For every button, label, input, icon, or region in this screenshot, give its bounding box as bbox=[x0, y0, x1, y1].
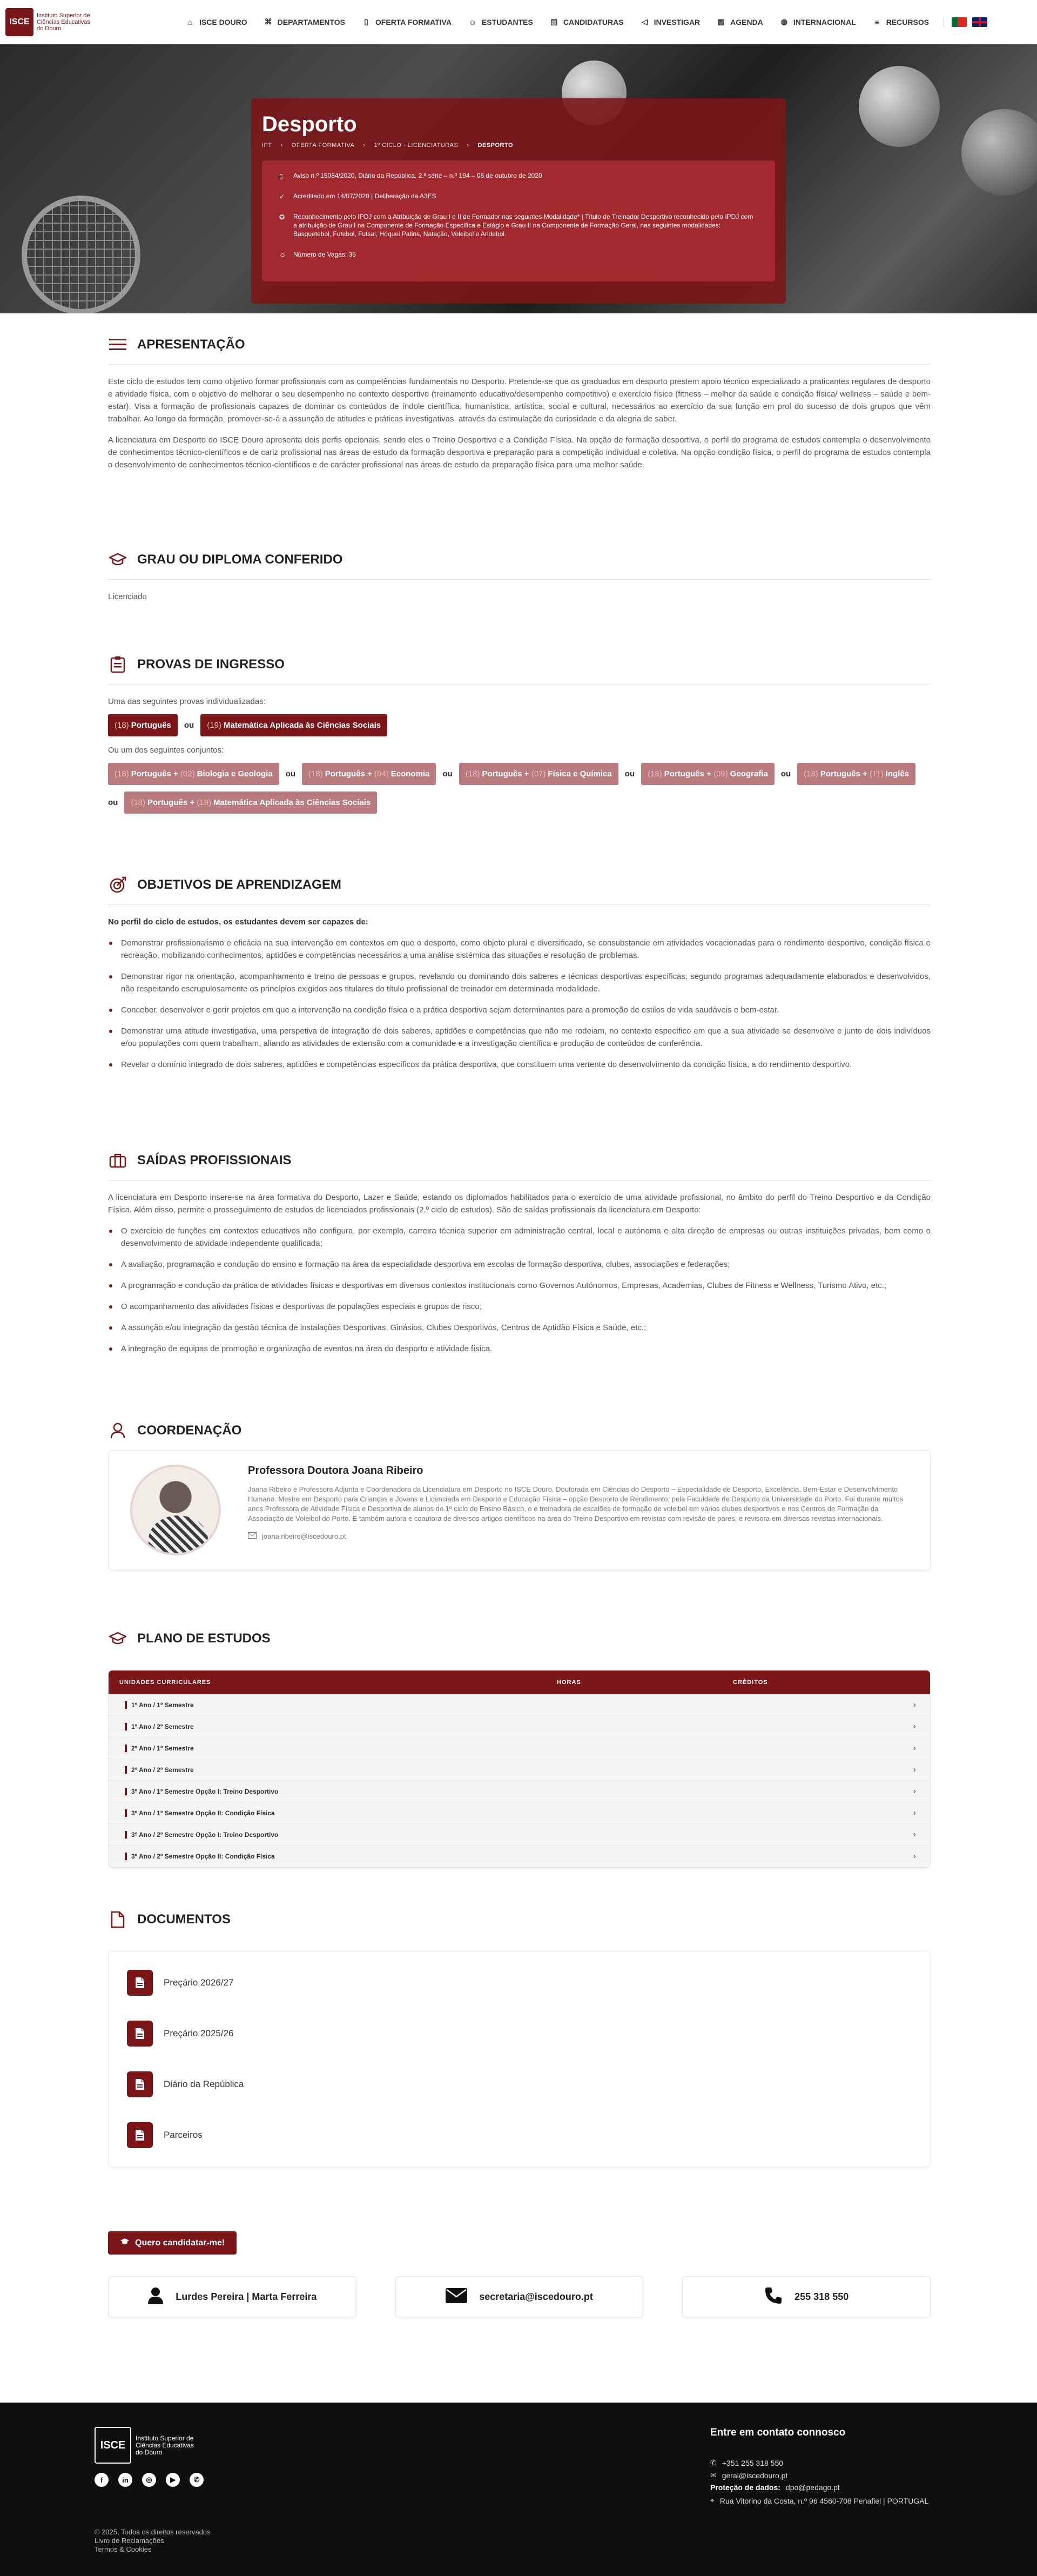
envelope-icon bbox=[248, 1532, 257, 1540]
footer-logo-text: Instituto Superior de Ciências Educativas do Douro bbox=[136, 2434, 194, 2456]
menu-item-estudantes[interactable] bbox=[460, 17, 541, 27]
check-icon: ✓ bbox=[279, 193, 285, 200]
footer bbox=[0, 2403, 1037, 2576]
pdf-file-icon bbox=[127, 2122, 153, 2148]
instagram-icon[interactable]: ◎ bbox=[142, 2473, 156, 2487]
hero-banner bbox=[0, 44, 1037, 313]
semester-label: 2º Ano / 1º Semestre bbox=[125, 1745, 194, 1752]
globe-icon: ◍ bbox=[780, 17, 787, 26]
exam-set-chip bbox=[459, 763, 618, 785]
menu-item-label: INTERNACIONAL bbox=[793, 17, 856, 26]
english-flag-icon[interactable] bbox=[972, 17, 987, 27]
plus-sign: + bbox=[860, 769, 870, 779]
info-row bbox=[279, 212, 758, 238]
chevron-right-icon: › bbox=[913, 1786, 916, 1796]
objetivos-intro: No perfil do ciclo de estudos, os estudantes devem ser capazes de: bbox=[108, 917, 368, 927]
saidas-intro: A licenciatura em Desporto insere-se na área formativa do Desporto, Lazer e Saúde, estando os diplomados habilitados para o exercício de uma atividade profissional, no âmbito do perfil do Treino Desportivo e da Condição Física. Além disso, permite o prosseguimento de estudos de licenciados profissionais (2.º ciclo de estudos). São de saídas profissionais da licenciatura em Desporto: bbox=[108, 1193, 931, 1215]
section-grau bbox=[108, 550, 931, 612]
section-saidas bbox=[108, 1151, 931, 1364]
exam-name: Português bbox=[131, 721, 171, 730]
exam-name: Biologia e Geologia bbox=[197, 769, 273, 779]
study-plan-table bbox=[108, 1670, 931, 1868]
or-separator: ou bbox=[108, 798, 118, 807]
exam-chip bbox=[108, 714, 178, 736]
plus-sign: + bbox=[187, 798, 197, 807]
or-separator: ou bbox=[184, 721, 194, 730]
exam-code: (18) bbox=[131, 798, 146, 807]
document-label: Diário da República bbox=[164, 2079, 244, 2089]
exam-name: Inglês bbox=[885, 769, 910, 779]
exam-code: (09) bbox=[713, 769, 728, 779]
table-row[interactable] bbox=[109, 1738, 930, 1759]
youtube-icon[interactable]: ▶ bbox=[166, 2473, 180, 2487]
list-item: Revelar o domínio integrado de dois saberes, aptidões e competências específicos da prática desportiva, que constituem uma vertente do desenvolvimento da condição física, a do rendimento desportivo. bbox=[108, 1058, 931, 1071]
info-text: Acreditado em 14/07/2020 | Deliberação da A3ES bbox=[293, 192, 436, 200]
contact-card[interactable] bbox=[682, 2276, 931, 2317]
column-header: CRÉDITOS bbox=[733, 1679, 768, 1686]
menu-item-label: INVESTIGAR bbox=[654, 17, 701, 26]
list-item: A programação e condução da prática de atividades físicas e desportivas em diversos contextos institucionais como Governos Autónomos, Empresas, Academias, Clubes de Fitness e Wellness, Turismo Ativo, etc.; bbox=[108, 1279, 931, 1292]
menu-item-recursos[interactable] bbox=[864, 17, 937, 27]
exam-code: (18) bbox=[308, 769, 323, 779]
exam-code: (18) bbox=[804, 769, 818, 779]
section-provas bbox=[108, 655, 931, 821]
section-title: PLANO DE ESTUDOS bbox=[137, 1631, 271, 1646]
exam-name: Geografia bbox=[730, 769, 768, 779]
breadcrumb-item: DESPORTO bbox=[477, 142, 514, 149]
paragraph: A licenciatura em Desporto do ISCE Douro apresenta dois perfis opcionais, sendo eles o Treino Desportivo e a Condição Física. Na opção de formação desportiva, o perfil do programa de estudos contempla o desenvolvimento de conhecimentos técnico-científicos e de cariz profissional nas áreas de estudo da formação desportiva e preparação para a competição individual e coletiva. Na opção condição física, o perfil do programa de estudos contempla o desenvolvimento de conhecimentos técnico-científicos e de carácter profissional nas áreas de estudo da preparação física para uma melhor saúde. bbox=[108, 435, 931, 469]
table-row[interactable] bbox=[109, 1716, 930, 1738]
exam-chip bbox=[200, 714, 387, 736]
exam-code: (18) bbox=[115, 769, 129, 779]
coordinator-card bbox=[108, 1450, 931, 1570]
section-title: APRESENTAÇÃO bbox=[137, 337, 245, 352]
exam-set-chip bbox=[124, 791, 377, 814]
footer-logo-mark: ISCE bbox=[95, 2427, 131, 2464]
facebook-icon[interactable]: f bbox=[95, 2473, 109, 2487]
portuguese-flag-icon[interactable] bbox=[952, 17, 967, 27]
semester-label: 3º Ano / 1º Semestre Opção I: Treino Desportivo bbox=[125, 1788, 278, 1795]
section-title: SAÍDAS PROFISSIONAIS bbox=[137, 1153, 292, 1168]
exam-set-chip bbox=[797, 763, 915, 785]
chevron-right-icon: › bbox=[913, 1829, 916, 1839]
apply-button[interactable] bbox=[108, 2231, 237, 2255]
section-contacts bbox=[108, 2231, 931, 2317]
section-objetivos bbox=[108, 875, 931, 1079]
footer-legal bbox=[95, 2528, 211, 2554]
coordinator-name: Professora Doutora Joana Ribeiro bbox=[248, 1465, 423, 1477]
envelope-icon bbox=[446, 2288, 467, 2306]
list-item: Demonstrar rigor na orientação, acompanhamento e treino de pessoas e grupos, revelando ou dominando dois saberes e técnicas desportivas específicas, segundo programas adequadamente elaborados e desenvolvidos, não respeitando escrupulosamente os princípios exigidos aos titulares do título profissional de treinador em determinada modalidade. bbox=[108, 970, 931, 995]
tennis-racket-image bbox=[22, 196, 140, 313]
document-link[interactable] bbox=[127, 2122, 912, 2148]
coordinator-email[interactable] bbox=[248, 1532, 908, 1540]
table-row[interactable] bbox=[109, 1781, 930, 1802]
exam-set-chip bbox=[108, 763, 279, 785]
footer-address-text: Rua Vitorino da Costa, n.º 96 4560-708 Penafiel | PORTUGAL bbox=[719, 2496, 929, 2505]
column-header: HORAS bbox=[557, 1679, 581, 1686]
info-text: Aviso n.º 15084/2020, Diário da República, 2.ª série – n.º 194 – 06 de outubro de 2020 bbox=[293, 172, 542, 179]
exam-name: Matemática Aplicada às Ciências Sociais bbox=[223, 721, 381, 730]
language-switcher bbox=[944, 17, 987, 27]
envelope-icon: ✉ bbox=[710, 2471, 717, 2479]
semester-label: 3º Ano / 2º Semestre Opção I: Treino Desportivo bbox=[125, 1831, 278, 1839]
paragraph: Este ciclo de estudos tem como objetivo formar profissionais com as competências fundamentais no Desporto. Pretende-se que os graduados em desporto prestem apoio técnico especializado a praticantes regulares de desporto e atividade física, com o objetivo de melhorar o seu desempenho no contexto desportivo (treinamento educativo/desempenho competitivo) e exercício físico (fitness – melhor da saúde e condição física/ wellness – saúde e bem-estar). Visa a formação de profissionais capazes de dominar os conteúdos de índole científica, humanística, artística, social e cultural, necessários ao exercício da sua função em prol do sucesso de dois grupos que vêm trabalhar. Ao longo da formação, promover-se-á a assunção de atitudes e práticas investigativas, através da estimulação da curiosidade e da alegria de saber. bbox=[108, 377, 931, 424]
terms-link[interactable]: Termos & Cookies bbox=[95, 2545, 152, 2553]
exam-set-chip bbox=[302, 763, 436, 785]
table-row[interactable] bbox=[109, 1694, 930, 1716]
info-text: Reconhecimento pelo IPDJ com a Atribuição de Grau I e II de Formador nas seguintes Modalidade* | Título de Treinador Desportivo reconhecido pelo IPDJ com a atribuição de Grau I na Componente de Formação Específica e Estágio e Grau II na Componente de Formação Geral, nas seguintes modalidades: Basquetebol, Futebol, Futsal, Hóquei Patins, Natação, Voleibol e Andebol. bbox=[293, 213, 753, 238]
list-item: A assunção e/ou integração da gestão técnica de instalações Desportivas, Ginásios, Clubes Desportivos, Centros de Aptidão Física e Saúde, etc.; bbox=[108, 1321, 931, 1334]
footer-logo[interactable] bbox=[95, 2427, 200, 2464]
saidas-list bbox=[108, 1225, 931, 1355]
page-title: Desporto bbox=[262, 112, 357, 136]
footer-contact-title: Entre em contato connosco bbox=[710, 2427, 846, 2438]
football-image bbox=[859, 66, 940, 147]
degree-value: Licenciado bbox=[108, 592, 147, 601]
hero-card bbox=[251, 98, 786, 304]
plus-sign: + bbox=[365, 769, 375, 779]
pdf-file-icon bbox=[127, 2071, 153, 2097]
logo-mark: ISCE bbox=[5, 8, 33, 36]
provas-intro-sets: Ou um dos seguintes conjuntos: bbox=[108, 746, 224, 755]
graduation-cap-icon bbox=[108, 1629, 127, 1648]
main-menu bbox=[177, 17, 937, 27]
or-separator: ou bbox=[442, 769, 453, 779]
exam-name: Português bbox=[820, 769, 861, 779]
list-item: O acompanhamento das atividades físicas e desportivas de populações especiais e grupos de risco; bbox=[108, 1300, 931, 1313]
chevron-right-icon: › bbox=[913, 1700, 916, 1709]
exam-name: Português bbox=[131, 769, 171, 779]
document-link[interactable] bbox=[127, 2021, 912, 2047]
section-title: COORDENAÇÃO bbox=[137, 1423, 242, 1438]
menu-item-label: RECURSOS bbox=[886, 17, 930, 26]
chevron-right-icon: › bbox=[913, 1851, 916, 1861]
map-pin-icon: ⌖ bbox=[710, 2496, 715, 2505]
list-item: Conceber, desenvolver e gerir projetos em que a intervenção na condição física e a prática desportiva sejam determinantes para a promoção de estilos de vida saudáveis e bem-estar. bbox=[108, 1004, 931, 1016]
or-separator: ou bbox=[285, 769, 296, 779]
phone-icon: ✆ bbox=[710, 2458, 717, 2467]
institution-icon: ⌂ bbox=[187, 17, 193, 26]
breadcrumb-item[interactable]: 1º CICLO - LICENCIATURAS bbox=[374, 142, 459, 149]
info-row bbox=[279, 171, 758, 180]
menu-lines-icon bbox=[108, 335, 127, 354]
info-row bbox=[279, 250, 758, 259]
document-icon: ▤ bbox=[550, 17, 558, 26]
chevron-right-icon: › bbox=[913, 1743, 916, 1753]
semester-label: 1º Ano / 2º Semestre bbox=[125, 1723, 194, 1730]
basketball-image bbox=[961, 109, 1037, 196]
clipboard-icon bbox=[108, 655, 127, 674]
section-title: OBJETIVOS DE APRENDIZAGEM bbox=[137, 877, 341, 892]
footer-phone-text: +351 255 318 550 bbox=[722, 2458, 784, 2467]
footer-email[interactable] bbox=[710, 2471, 928, 2480]
dpo-label: Proteção de dados: bbox=[710, 2483, 780, 2492]
coordinator-email-text: joana.ribeiro@iscedouro.pt bbox=[262, 1532, 346, 1540]
column-header: UNIDADES CURRICULARES bbox=[119, 1679, 211, 1686]
section-plano bbox=[108, 1629, 931, 1868]
exam-code: (11) bbox=[870, 769, 884, 779]
table-header bbox=[109, 1671, 930, 1694]
provas-intro: Uma das seguintes provas individualizadas: bbox=[108, 697, 266, 706]
exam-code: (04) bbox=[374, 769, 389, 779]
user-icon bbox=[108, 1421, 127, 1440]
semester-label: 2º Ano / 2º Semestre bbox=[125, 1766, 194, 1774]
sliders-icon: ≡ bbox=[874, 17, 879, 26]
exam-code: (18) bbox=[648, 769, 662, 779]
exam-code: (02) bbox=[180, 769, 195, 779]
breadcrumb-separator-icon: › bbox=[467, 142, 469, 149]
list-item: A integração de equipas de promoção e organização de eventos na área do desporto e atividade física. bbox=[108, 1343, 931, 1355]
table-row[interactable] bbox=[109, 1824, 930, 1846]
list-item: A avaliação, programação e condução do ensino e formação na área da especialidade desportiva em escolas de formação desportiva, clubes, associações e federações; bbox=[108, 1258, 931, 1271]
site-logo[interactable] bbox=[5, 8, 96, 36]
coordinator-bio: Joana Ribeiro é Professora Adjunta e Coordenadora da Licenciatura em Desporto no ISCE Douro. Doutorada em Ciências do Desporto – Especialidade de Desporto, Excelência, Bem-Estar e Desenvolvimento Humano. Mestre em Desporto para Crianças e Jovens e Licenciada em Desporto e Educação Física – opção Desporto de Rendimento, pela Faculdade de Desporto da Universidade do Porto. Foi durante muitos anos Professora de Atividade Física e Desportiva de alunos do 1º ciclo do Ensino Básico, e é treinadora de escalões de formação de voleibol em vários clubes desportivos e nos Centros de Formação da Associação de Voleibol do Porto. É também autora e coautora de diversos artigos científicos na área do Treino Desportivo em revistas com revisão de pares, e revisora em diversas revistas internacionais. bbox=[248, 1485, 904, 1522]
menu-item-label: CANDIDATURAS bbox=[563, 17, 624, 26]
award-icon: ✪ bbox=[279, 213, 285, 221]
bookmark-icon: ▯ bbox=[279, 172, 283, 180]
footer-address bbox=[710, 2496, 928, 2505]
menu-item-label: AGENDA bbox=[730, 17, 763, 26]
footer-email-text: geral@iscedouro.pt bbox=[722, 2471, 788, 2480]
contact-cards bbox=[108, 2276, 931, 2317]
exam-code: (19) bbox=[207, 721, 221, 730]
menu-item-oferta-formativa[interactable] bbox=[353, 17, 460, 27]
exam-code: (18) bbox=[115, 721, 129, 730]
menu-item-label: ISCE DOURO bbox=[199, 17, 247, 26]
breadcrumb-item[interactable]: IPT bbox=[262, 142, 272, 149]
footer-phone[interactable] bbox=[710, 2458, 928, 2467]
whatsapp-icon[interactable]: ✆ bbox=[190, 2473, 204, 2487]
section-title: DOCUMENTOS bbox=[137, 1912, 231, 1927]
breadcrumb-item[interactable]: OFERTA FORMATIVA bbox=[291, 142, 355, 149]
chevron-right-icon: › bbox=[913, 1808, 916, 1817]
pdf-file-icon bbox=[127, 2021, 153, 2047]
course-info-box bbox=[262, 160, 775, 281]
breadcrumb-separator-icon: › bbox=[363, 142, 366, 149]
exam-name: Português bbox=[325, 769, 365, 779]
menu-item-isce-douro[interactable] bbox=[177, 17, 255, 27]
breadcrumb-separator-icon: › bbox=[280, 142, 283, 149]
chevron-right-icon: › bbox=[913, 1765, 916, 1774]
exam-name: Física e Química bbox=[548, 769, 612, 779]
users-icon: ☺ bbox=[279, 251, 286, 259]
exam-code: (07) bbox=[531, 769, 546, 779]
menu-item-agenda[interactable] bbox=[708, 17, 771, 27]
objetivos-list bbox=[108, 937, 931, 1071]
breadcrumb bbox=[262, 142, 775, 149]
semester-label: 1º Ano / 1º Semestre bbox=[125, 1701, 194, 1709]
bookmark-icon: ▯ bbox=[364, 17, 368, 26]
menu-item-label: ESTUDANTES bbox=[481, 17, 533, 26]
plus-sign: + bbox=[171, 769, 180, 779]
section-apresentacao bbox=[108, 335, 931, 480]
document-label: Preçário 2026/27 bbox=[164, 1977, 234, 1988]
list-item: Demonstrar profissionalismo e eficácia na sua intervenção em contextos em que o desporto, como objeto plural e diversificado, se consubstancie em atividades vocacionadas para o rendimento desportivo, condição física e recreação, mobilizando conhecimentos, aptidões e competências necessários a uma análise sistémica das situações e resolução de problemas. bbox=[108, 937, 931, 962]
menu-item-internacional[interactable] bbox=[771, 17, 864, 27]
document-link[interactable] bbox=[127, 1970, 912, 1996]
single-exams bbox=[108, 714, 931, 736]
top-navigation bbox=[0, 0, 1037, 44]
section-title: GRAU OU DIPLOMA CONFERIDO bbox=[137, 552, 343, 567]
documents-list bbox=[108, 1951, 931, 2167]
exam-name: Matemática Aplicada às Ciências Sociais bbox=[213, 798, 371, 807]
complaints-book-link[interactable]: Livro de Reclamações bbox=[95, 2537, 164, 2545]
linkedin-icon[interactable]: in bbox=[118, 2473, 132, 2487]
semester-label: 3º Ano / 1º Semestre Opção II: Condição Física bbox=[125, 1809, 275, 1817]
plus-sign: + bbox=[704, 769, 714, 779]
footer-contact bbox=[710, 2427, 928, 2508]
contact-text: 255 318 550 bbox=[794, 2291, 849, 2302]
table-row[interactable] bbox=[109, 1802, 930, 1824]
graduation-cap-icon: ⌘ bbox=[264, 17, 272, 26]
file-icon bbox=[108, 1910, 127, 1929]
semester-label: 3º Ano / 2º Semestre Opção II: Condição Física bbox=[125, 1853, 275, 1860]
contact-card[interactable] bbox=[395, 2276, 644, 2317]
exam-code: (19) bbox=[197, 798, 211, 807]
menu-item-departamentos[interactable] bbox=[255, 17, 353, 27]
table-row[interactable] bbox=[109, 1759, 930, 1781]
target-icon bbox=[108, 875, 127, 895]
menu-item-investigar[interactable] bbox=[632, 17, 709, 27]
info-row bbox=[279, 192, 758, 200]
exam-name: Português bbox=[664, 769, 704, 779]
section-coordenacao bbox=[108, 1421, 931, 1570]
footer-dpo[interactable] bbox=[710, 2483, 928, 2492]
or-separator: ou bbox=[780, 769, 791, 779]
contact-text: secretaria@iscedouro.pt bbox=[479, 2291, 593, 2302]
dpo-email: dpo@pedago.pt bbox=[785, 2483, 840, 2492]
list-item: O exercício de funções em contextos educativos não configura, por exemplo, carreira técnica superior em administração central, local e autónoma e alta direção de empresas ou outras instituições privadas, bem como o desenvolvimento de atividade independente qualificada; bbox=[108, 1225, 931, 1250]
or-separator: ou bbox=[624, 769, 635, 779]
contact-card[interactable] bbox=[108, 2276, 356, 2317]
menu-item-label: OFERTA FORMATIVA bbox=[375, 17, 452, 26]
table-row[interactable] bbox=[109, 1846, 930, 1867]
exam-name: Português bbox=[482, 769, 522, 779]
pdf-file-icon bbox=[127, 1970, 153, 1996]
menu-item-label: DEPARTAMENTOS bbox=[277, 17, 345, 26]
exam-code: (18) bbox=[465, 769, 480, 779]
document-link[interactable] bbox=[127, 2071, 912, 2097]
menu-item-candidaturas[interactable] bbox=[541, 17, 632, 27]
logo-text: Instituto Superior de Ciências Educativas do Douro bbox=[37, 12, 91, 32]
coordinator-photo bbox=[130, 1465, 221, 1555]
graduation-cap-icon bbox=[120, 2238, 130, 2248]
users-icon: ☺ bbox=[468, 17, 477, 26]
chevron-right-icon: › bbox=[913, 1721, 916, 1731]
phone-icon bbox=[764, 2286, 783, 2307]
exam-name: Português bbox=[147, 798, 188, 807]
graduation-cap-icon bbox=[108, 550, 127, 569]
document-label: Parceiros bbox=[164, 2130, 203, 2140]
info-text: Número de Vagas: 35 bbox=[293, 251, 356, 258]
copyright-text: © 2025, Todos os direitos reservados bbox=[95, 2528, 211, 2536]
section-documentos bbox=[108, 1910, 931, 2167]
exam-sets bbox=[108, 763, 931, 814]
section-title: PROVAS DE INGRESSO bbox=[137, 657, 285, 672]
list-item: Demonstrar uma atitude investigativa, uma perspetiva de integração de dois saberes, aptidões e competências que não me rodeiam, no contexto específico em que a sua atividade se desenvolve e junto de dois indivíduos e/ou populações com quem trabalham, aliando as atividades de extensão com a comunidade e a investigação científica e produção de conteúdos de conferência. bbox=[108, 1025, 931, 1050]
plus-sign: + bbox=[522, 769, 531, 779]
contact-text: Lurdes Pereira | Marta Ferreira bbox=[176, 2291, 317, 2302]
megaphone-icon: ◁ bbox=[642, 17, 648, 26]
document-label: Preçário 2025/26 bbox=[164, 2028, 234, 2038]
calendar-icon: ▦ bbox=[717, 17, 725, 26]
social-links bbox=[95, 2473, 204, 2487]
exam-name: Economia bbox=[390, 769, 430, 779]
briefcase-icon bbox=[108, 1151, 127, 1170]
user-icon bbox=[147, 2287, 164, 2307]
apply-button-label: Quero candidatar-me! bbox=[135, 2238, 225, 2248]
exam-set-chip bbox=[641, 763, 775, 785]
